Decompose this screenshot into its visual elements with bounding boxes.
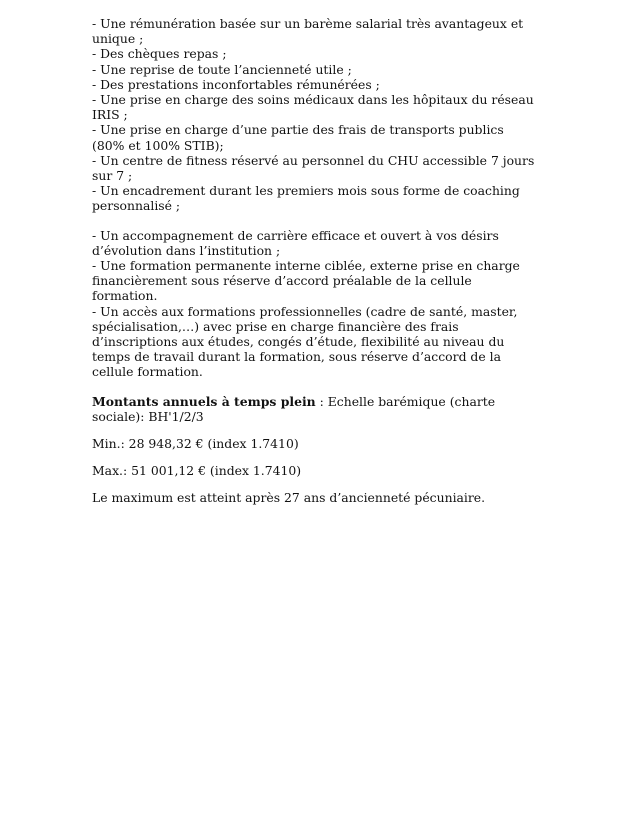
- list-item: - Un accès aux formations professionnelles (cadre de santé, master, spécialisation,…) avec prise en charge financière des frais d’inscriptions aux études, congés d’étude, flexibilité au niveau du temps de travail durant la formation, sous réserve d’accord de la cellule formation.: [92, 303, 518, 380]
- document-page: [92, 16, 540, 518]
- benefits-list-1: [92, 16, 540, 214]
- list-item: - Un encadrement durant les premiers mois sous forme de coaching personnalisé ;: [92, 183, 520, 214]
- salary-scale-text: : Echelle barémique (charte sociale): BH'1/2/3: [92, 393, 496, 424]
- list-item: - Une prise en charge des soins médicaux dans les hôpitaux du réseau IRIS ;: [92, 92, 534, 123]
- salary-max: Max.: 51 001,12 € (index 1.7410): [92, 463, 302, 479]
- list-item: - Une formation permanente interne ciblée, externe prise en charge financièrement sous réserve d’accord préalable de la cellule formation.: [92, 258, 520, 304]
- list-item: - Un accompagnement de carrière efficace et ouvert à vos désirs d’évolution dans l’institution ;: [92, 227, 499, 258]
- list-item: - Une prise en charge d’une partie des frais de transports publics (80% et 100% STIB);: [92, 122, 504, 153]
- salary-scale-paragraph: [92, 394, 540, 424]
- salary-min: Min.: 28 948,32 € (index 1.7410): [92, 436, 299, 452]
- benefits-list-2: [92, 228, 540, 380]
- list-item: - Un centre de fitness réservé au personnel du CHU accessible 7 jours sur 7 ;: [92, 152, 535, 184]
- salary-heading: Montants annuels à temps plein: [92, 393, 316, 409]
- spacer: [92, 214, 540, 228]
- list-item: - Des chèques repas ;: [92, 46, 227, 62]
- list-item: - Une reprise de toute l’ancienneté utile ;: [92, 61, 352, 77]
- list-item: - Des prestations inconfortables rémunérées ;: [92, 76, 380, 92]
- list-item: - Une rémunération basée sur un barème salarial très avantageux et unique ;: [92, 16, 524, 47]
- spacer: [92, 380, 540, 394]
- salary-note: Le maximum est atteint après 27 ans d’ancienneté pécuniaire.: [92, 490, 486, 506]
